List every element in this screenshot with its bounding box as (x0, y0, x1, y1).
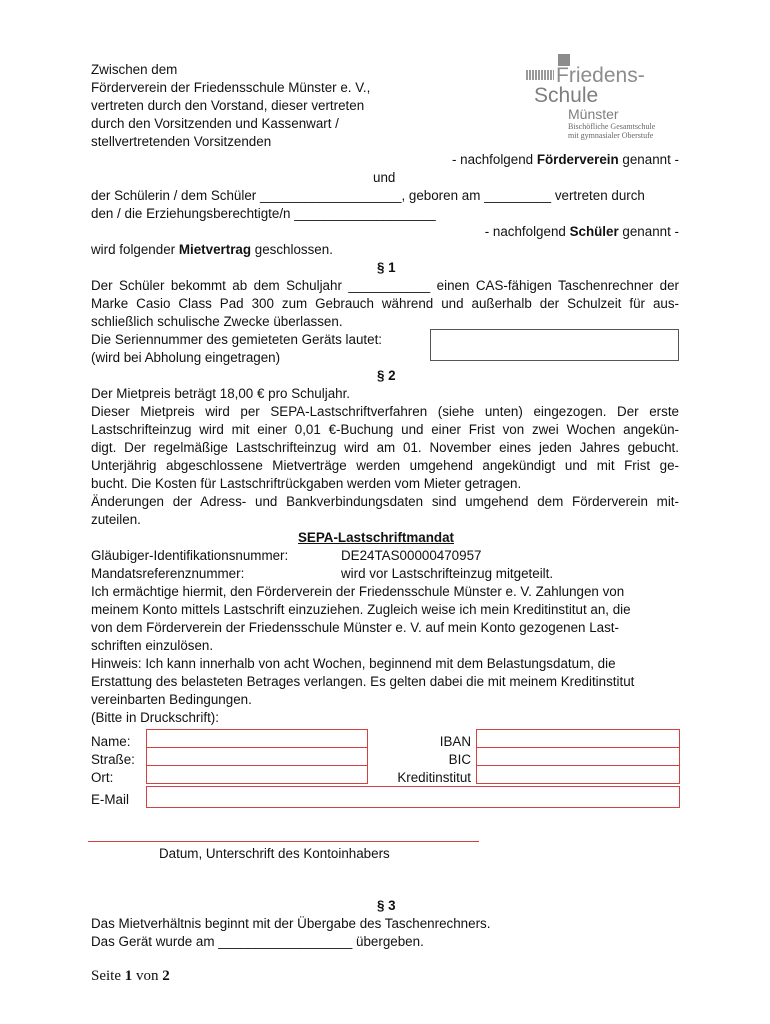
page-number: Seite 1 von 2 (91, 968, 170, 984)
intro-line-2: Förderverein der Friedensschule Münster e. V., (91, 80, 371, 95)
section-2-line-4: digt. Der regelmäßige Lastschrifteinzug wird am 01. November eines jeden Jahres gebucht. (91, 440, 679, 455)
name-label: Name: (91, 734, 131, 749)
bic-field[interactable] (476, 747, 680, 766)
student-named: - nachfolgend Schüler genannt - (484, 224, 679, 239)
section-2-line-2: Dieser Mietpreis wird per SEPA-Lastschriftverfahren (siehe unten) eingezogen. Der erste (91, 404, 679, 419)
name-field[interactable] (146, 729, 368, 748)
signature-line[interactable] (88, 841, 479, 842)
section-1-line-1: Der Schüler bekommt ab dem Schuljahr ___________ einen CAS-fähigen Taschenrechner der (91, 278, 679, 293)
bank-field[interactable] (476, 765, 680, 784)
bic-label: BIC (448, 752, 471, 767)
section-3-heading: § 3 (377, 898, 396, 913)
email-label: E-Mail (91, 792, 129, 807)
logo-stripes-icon (526, 70, 554, 80)
signature-label: Datum, Unterschrift des Kontoinhabers (159, 846, 390, 861)
section-2-line-1: Der Mietpreis beträgt 18,00 € pro Schuljahr. (91, 386, 351, 401)
association-named: - nachfolgend Förderverein genannt - (451, 152, 679, 167)
intro-line-3: vertreten durch den Vorstand, dieser vertreten (91, 98, 365, 113)
section-2-text (91, 403, 679, 529)
section-1-heading: § 1 (377, 260, 396, 275)
section-3-line-1: Das Mietverhältnis beginnt mit der Übergabe des Taschenrechners. (91, 916, 491, 931)
authorization-line-3: von dem Förderverein der Friedensschule Münster e. V. auf mein Konto gezogenen Last- (91, 620, 619, 635)
city-label: Ort: (91, 770, 114, 785)
serial-note: (wird bei Abholung eingetragen) (91, 350, 281, 365)
logo-word-schule: Schule (534, 84, 599, 107)
section-1-line-2: Marke Casio Class Pad 300 zum Gebrauch während und außerhalb der Schulzeit für aus- (91, 296, 679, 311)
street-label: Straße: (91, 752, 135, 767)
street-field[interactable] (146, 747, 368, 766)
mandate-ref-value: wird vor Lastschrifteinzug mitgeteilt. (341, 566, 554, 581)
logo-word-friedens: Friedens- (556, 64, 645, 87)
intro-line-4: durch den Vorsitzenden und Kassenwart / (91, 116, 339, 131)
and-word: und (373, 170, 396, 185)
student-line-2: den / die Erziehungsberechtigte/n ___________________ (91, 206, 436, 221)
section-2-line-3: Lastschrifteinzug wird mit einer 0,01 €-Buchung und einer Frist von zwei Wochen angekün- (91, 422, 679, 437)
authorization-line-4: schriften einzulösen. (91, 638, 214, 653)
serial-number-field[interactable] (430, 329, 679, 361)
authorization-line-2: meinem Konto mittels Lastschrift einzuziehen. Zugleich weise ich mein Kreditinstitut an, die (91, 602, 631, 617)
section-2-line-7: Änderungen der Adress- und Bankverbindungsdaten sind umgehend dem Förderverein mit- (91, 494, 679, 509)
logo-subtitle-1: Bischöfliche Gesamtschule (568, 122, 656, 131)
notice-line-1: Hinweis: Ich kann innerhalb von acht Wochen, beginnend mit dem Belastungsdatum, die (91, 656, 616, 671)
section-3-line-2: Das Gerät wurde am __________________ übergeben. (91, 934, 424, 949)
creditor-id-value: DE24TAS00000470957 (341, 548, 482, 563)
notice-line-3: vereinbarten Bedingungen. (91, 692, 252, 707)
section-2-line-6: bucht. Die Kosten für Lastschriftrückgaben werden vom Mieter getragen. (91, 476, 522, 491)
section-1-text (91, 277, 679, 331)
serial-label: Die Seriennummer des gemieteten Geräts lautet: (91, 332, 383, 347)
authorization-line-1: Ich ermächtige hiermit, den Förderverein der Friedensschule Münster e. V. Zahlungen von (91, 584, 625, 599)
iban-label: IBAN (439, 734, 471, 749)
bank-label: Kreditinstitut (397, 770, 471, 785)
logo-word-muenster: Münster (568, 106, 619, 122)
intro-line-5: stellvertretenden Vorsitzenden (91, 134, 272, 149)
sepa-heading: SEPA-Lastschriftmandat (298, 530, 455, 545)
contract-line: wird folgender Mietvertrag geschlossen. (91, 242, 333, 257)
section-2-heading: § 2 (377, 368, 396, 383)
iban-field[interactable] (476, 729, 680, 748)
city-field[interactable] (146, 765, 368, 784)
section-2-line-5: Unterjährig abgeschlossene Mietverträge werden umgehend angekündigt und mit Frist ge- (91, 458, 679, 473)
creditor-id-label: Gläubiger-Identifikationsnummer: (91, 548, 289, 563)
section-2-line-8: zuteilen. (91, 512, 141, 527)
email-field[interactable] (146, 786, 680, 808)
print-note: (Bitte in Druckschrift): (91, 710, 219, 725)
logo-subtitle-2: mit gymnasialer Oberstufe (568, 131, 654, 140)
mandate-ref-label: Mandatsreferenznummer: (91, 566, 245, 581)
section-1-line-3: schließlich schulische Zwecke überlassen. (91, 314, 343, 329)
notice-line-2: Erstattung des belasteten Betrages verlangen. Es gelten dabei die mit meinem Kreditinstitut (91, 674, 635, 689)
intro-line-1: Zwischen dem (91, 62, 178, 77)
student-line-1: der Schülerin / dem Schüler ___________________, geboren am _________ vertreten durch (91, 188, 645, 203)
